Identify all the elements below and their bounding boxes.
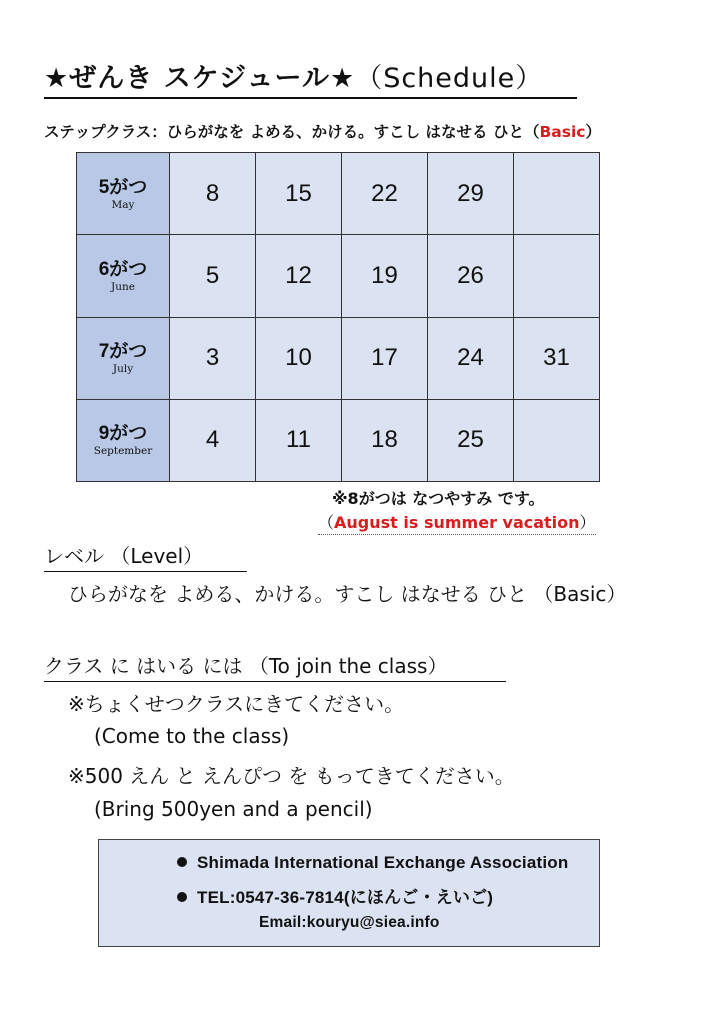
level-text: ひらがなを よめる、かける。すこし はなせる ひと （Basic）: [68, 582, 627, 606]
month-jp: 7がつ: [98, 341, 148, 363]
join-line-2: (Come to the class): [94, 724, 290, 748]
day-cell: 11: [256, 399, 342, 481]
tel-number: TEL:0547-36-7814(にほんご・えいご): [197, 888, 494, 907]
month-cell: [77, 399, 170, 481]
day-cell: [514, 399, 600, 481]
join-heading: クラス に はいる には （To join the class）: [44, 650, 506, 682]
day-cell: 12: [256, 235, 342, 317]
schedule-table: [76, 152, 600, 482]
august-note-jp: ※8がつは なつやすみ です。: [332, 489, 545, 508]
bullet-icon: [177, 892, 187, 902]
bullet-icon: [177, 857, 187, 867]
month-jp: 9がつ: [98, 423, 148, 445]
day-cell: 5: [170, 235, 256, 317]
day-cell: 22: [342, 153, 428, 235]
day-cell: 3: [170, 317, 256, 399]
email-line[interactable]: Email:kouryu@siea.info: [259, 914, 440, 931]
day-cell: 18: [342, 399, 428, 481]
step-class-basic: Basic: [539, 123, 586, 141]
join-line-4: (Bring 500yen and a pencil): [94, 797, 373, 821]
day-cell: 26: [428, 235, 514, 317]
step-class-line: [44, 120, 601, 142]
org-name: Shimada International Exchange Association: [197, 853, 569, 872]
level-heading: レベル （Level）: [44, 540, 247, 572]
org-line: [177, 853, 568, 873]
day-cell: 15: [256, 153, 342, 235]
day-cell: 24: [428, 317, 514, 399]
day-cell: 31: [514, 317, 600, 399]
title-jp: ★ぜんき スケジュール★: [44, 63, 356, 94]
step-class-paren-close: ）: [585, 123, 601, 141]
day-cell: 10: [256, 317, 342, 399]
month-en: June: [111, 280, 135, 293]
schedule-row-may: [77, 153, 600, 235]
step-class-paren-open: （: [523, 123, 540, 141]
month-cell: [77, 153, 170, 235]
day-cell: 19: [342, 235, 428, 317]
august-note-en: [318, 510, 596, 535]
join-line-3: ※500 えん と えんぴつ を もってきてください。: [68, 764, 515, 788]
day-cell: 17: [342, 317, 428, 399]
day-cell: [514, 235, 600, 317]
title-en: （Schedule）: [355, 63, 544, 94]
join-line-1: ※ちょくせつクラスにきてください。: [68, 692, 405, 716]
month-cell: [77, 235, 170, 317]
day-cell: 8: [170, 153, 256, 235]
month-en: July: [112, 363, 134, 376]
day-cell: [514, 153, 600, 235]
month-cell: [77, 317, 170, 399]
august-paren-close: ）: [579, 513, 596, 532]
schedule-row-june: [77, 235, 600, 317]
contact-box: [98, 839, 600, 947]
month-jp: 5がつ: [98, 176, 148, 198]
month-en: May: [111, 198, 135, 211]
page-title: [44, 56, 577, 99]
step-class-text: ステップクラス：ひらがなを よめる、かける。すこし はなせる ひと: [44, 123, 524, 141]
tel-line: [177, 883, 493, 908]
august-text: August is summer vacation: [334, 513, 580, 532]
schedule-row-july: [77, 317, 600, 399]
month-en: September: [93, 445, 153, 458]
day-cell: 4: [170, 399, 256, 481]
day-cell: 25: [428, 399, 514, 481]
month-jp: 6がつ: [98, 258, 148, 280]
august-paren-open: （: [318, 513, 335, 532]
day-cell: 29: [428, 153, 514, 235]
schedule-row-september: [77, 399, 600, 481]
